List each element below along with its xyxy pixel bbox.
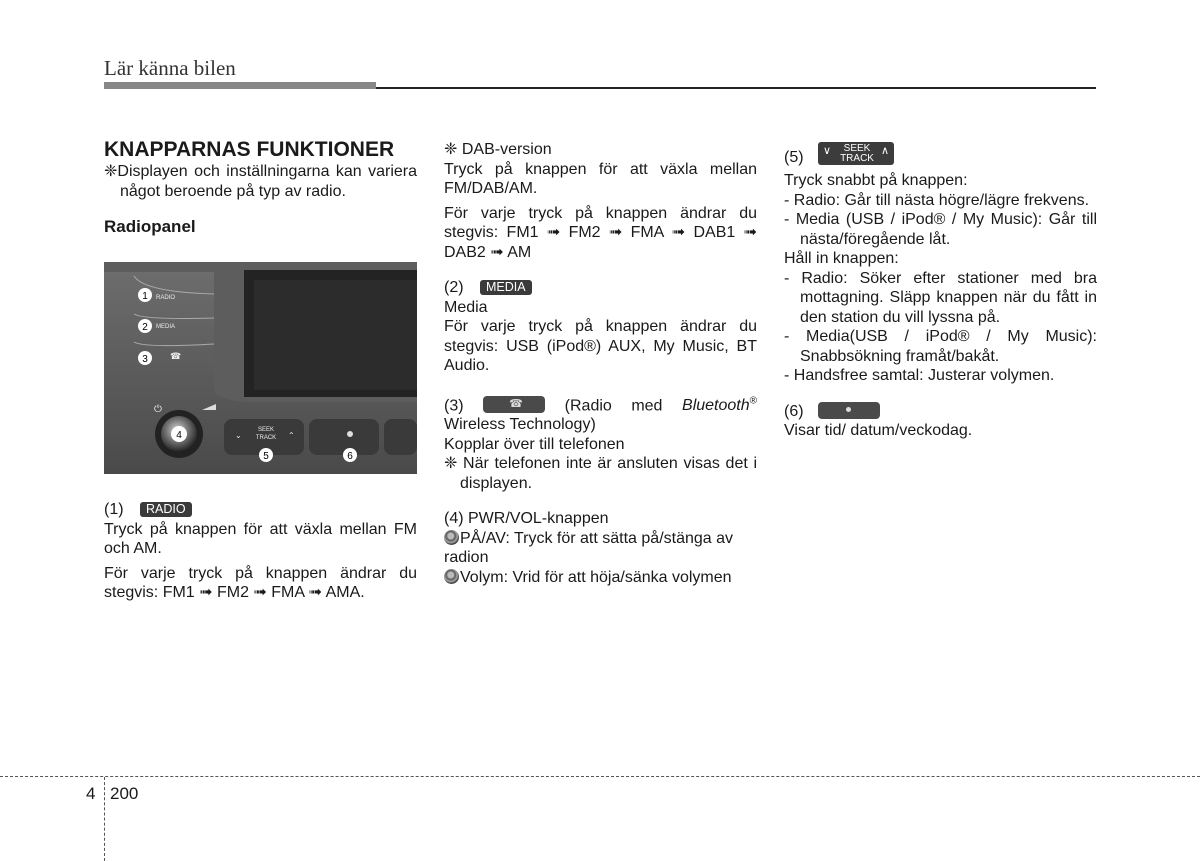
radio-panel-figure [104, 262, 417, 474]
header-rule-thick [104, 82, 376, 89]
panel-track-label: TRACK [255, 435, 277, 441]
item-5-bullet-radio: - Radio: Går till nästa högre/lägre frekvens. [784, 191, 1090, 209]
item-5-label: (5) [784, 149, 804, 166]
bluetooth-word: Bluetooth [682, 396, 750, 414]
chevron-up-icon: ∧ [880, 145, 890, 157]
item-3-text: Kopplar över till telefonen [444, 435, 625, 453]
svg-text:1: 1 [142, 291, 148, 302]
page-header-title: Lär känna bilen [104, 56, 236, 80]
item-5-bullet-fast: - Media(USB / iPod® / My Music): Snabbsökning framåt/bakåt. [784, 328, 1097, 365]
item-4-volume: Volym: Vrid för att höja/sänka volymen [460, 568, 732, 586]
clock-icon [347, 431, 353, 437]
item-4-title: (4) PWR/VOL-knappen [444, 510, 609, 528]
seek-track-icon: ∨ SEEK TRACK ∧ [818, 142, 894, 165]
item-5-intro: Tryck snabbt på knappen: [784, 172, 968, 189]
item-3-title: (Radio med [564, 396, 663, 414]
radiopanel-heading: Radiopanel [104, 217, 196, 236]
svg-text:5: 5 [263, 451, 269, 462]
panel-phone-icon: ☎ [170, 351, 182, 361]
panel-seek-label: SEEK [257, 427, 275, 433]
chevron-down-icon: ∨ [823, 145, 832, 157]
item-2-title: Media [444, 298, 488, 316]
chevron-down-icon: ⌄ [235, 431, 242, 440]
item-3-label: (3) [444, 396, 464, 414]
display-note: ❈Displayen och inställningarna kan variera något beroende på typ av radio. [104, 163, 417, 200]
item-1-steps: För varje tryck på knappen ändrar du stegvis: FM1 ➟ FM2 ➟ FMA ➟ AMA. [104, 564, 417, 601]
svg-text:3: 3 [142, 354, 148, 365]
footer-divider [104, 777, 105, 861]
dab-text: Tryck på knappen för att växla mellan FM/DAB/AM. [444, 160, 757, 197]
knob-icon [444, 530, 459, 545]
clock-button-icon [818, 402, 880, 419]
footer-rule [0, 776, 1200, 777]
page-number: 200 [110, 784, 139, 803]
column-2: ❈ DAB-version Tryck på knappen för att växla mellan FM/DAB/AM. För varje tryck på knappen ändrar du stegvis: FM1 ➟ FM2 ➟ FMA ➟ DAB1 ➟ DAB2 ➟ AM (2) MEDIA Media För varje tryck på knappen ändrar du stegvis: USB (iPod®) AUX, My Music, BT Audio. (3) ☎ (Radio med Bluetooth® Wireless Technology) Kopplar över till telefonen ❈ När telefonen inte är ansluten visas det i displayen. (4) PWR/VOL-knappen PÅ/AV: Tryck för att sätta på/stänga av radion Volym: Vrid för att höja/sänka volymen [444, 141, 757, 586]
media-tag: MEDIA [480, 280, 532, 295]
item-5-bullet-search: - Radio: Söker efter stationer med bra mottagning. Släpp knappen när du fått in den station du vill lyssna på. [784, 269, 1097, 326]
svg-text:2: 2 [142, 322, 148, 333]
radio-tag: RADIO [140, 502, 192, 517]
column-3 [784, 142, 1097, 441]
item-1-text: Tryck på knappen för att växla mellan FM och AM. [104, 520, 417, 557]
chevron-up-icon: ⌃ [288, 431, 295, 440]
radio-panel-image [104, 262, 417, 474]
item-3-note: ❈ När telefonen inte är ansluten visas det i displayen. [444, 455, 757, 492]
header-rule [376, 87, 1096, 89]
item-4-power: PÅ/AV: Tryck för att sätta på/stänga av radion [444, 529, 734, 567]
item-2-label: (2) [444, 279, 464, 296]
chapter-number: 4 [86, 784, 96, 803]
section-heading: KNAPPARNAS FUNKTIONER [104, 138, 395, 161]
column-1 [104, 138, 417, 237]
item-6-label: (6) [784, 402, 804, 420]
item-1-label: (1) [104, 501, 124, 518]
power-icon: ⏻ [154, 404, 162, 415]
item-1 [104, 500, 417, 603]
svg-text:4: 4 [176, 430, 182, 441]
phone-button-icon: ☎ [483, 396, 545, 413]
item-3-tail: Wireless Technology) [444, 416, 596, 434]
panel-radio-label: RADIO [156, 295, 176, 301]
clock-button [309, 419, 379, 455]
knob-icon [444, 569, 459, 584]
panel-media-label: MEDIA [156, 324, 176, 330]
item-5-hold: Håll in knappen: [784, 250, 899, 267]
item-5-bullet-media: - Media (USB / iPod® / My Music): Går till nästa/föregående låt. [784, 211, 1097, 248]
dab-steps: För varje tryck på knappen ändrar du stegvis: FM1 ➟ FM2 ➟ FMA ➟ DAB1 ➟ DAB2 ➟ AM [444, 204, 757, 261]
item-5-bullet-handsfree: - Handsfree samtal: Justerar volymen. [784, 367, 1055, 384]
item-2-text: För varje tryck på knappen ändrar du stegvis: USB (iPod®) AUX, My Music, BT Audio. [444, 318, 757, 374]
dab-note: ❈ DAB-version [444, 141, 552, 158]
item-6-text: Visar tid/ datum/veckodag. [784, 422, 973, 439]
svg-text:6: 6 [347, 451, 353, 462]
